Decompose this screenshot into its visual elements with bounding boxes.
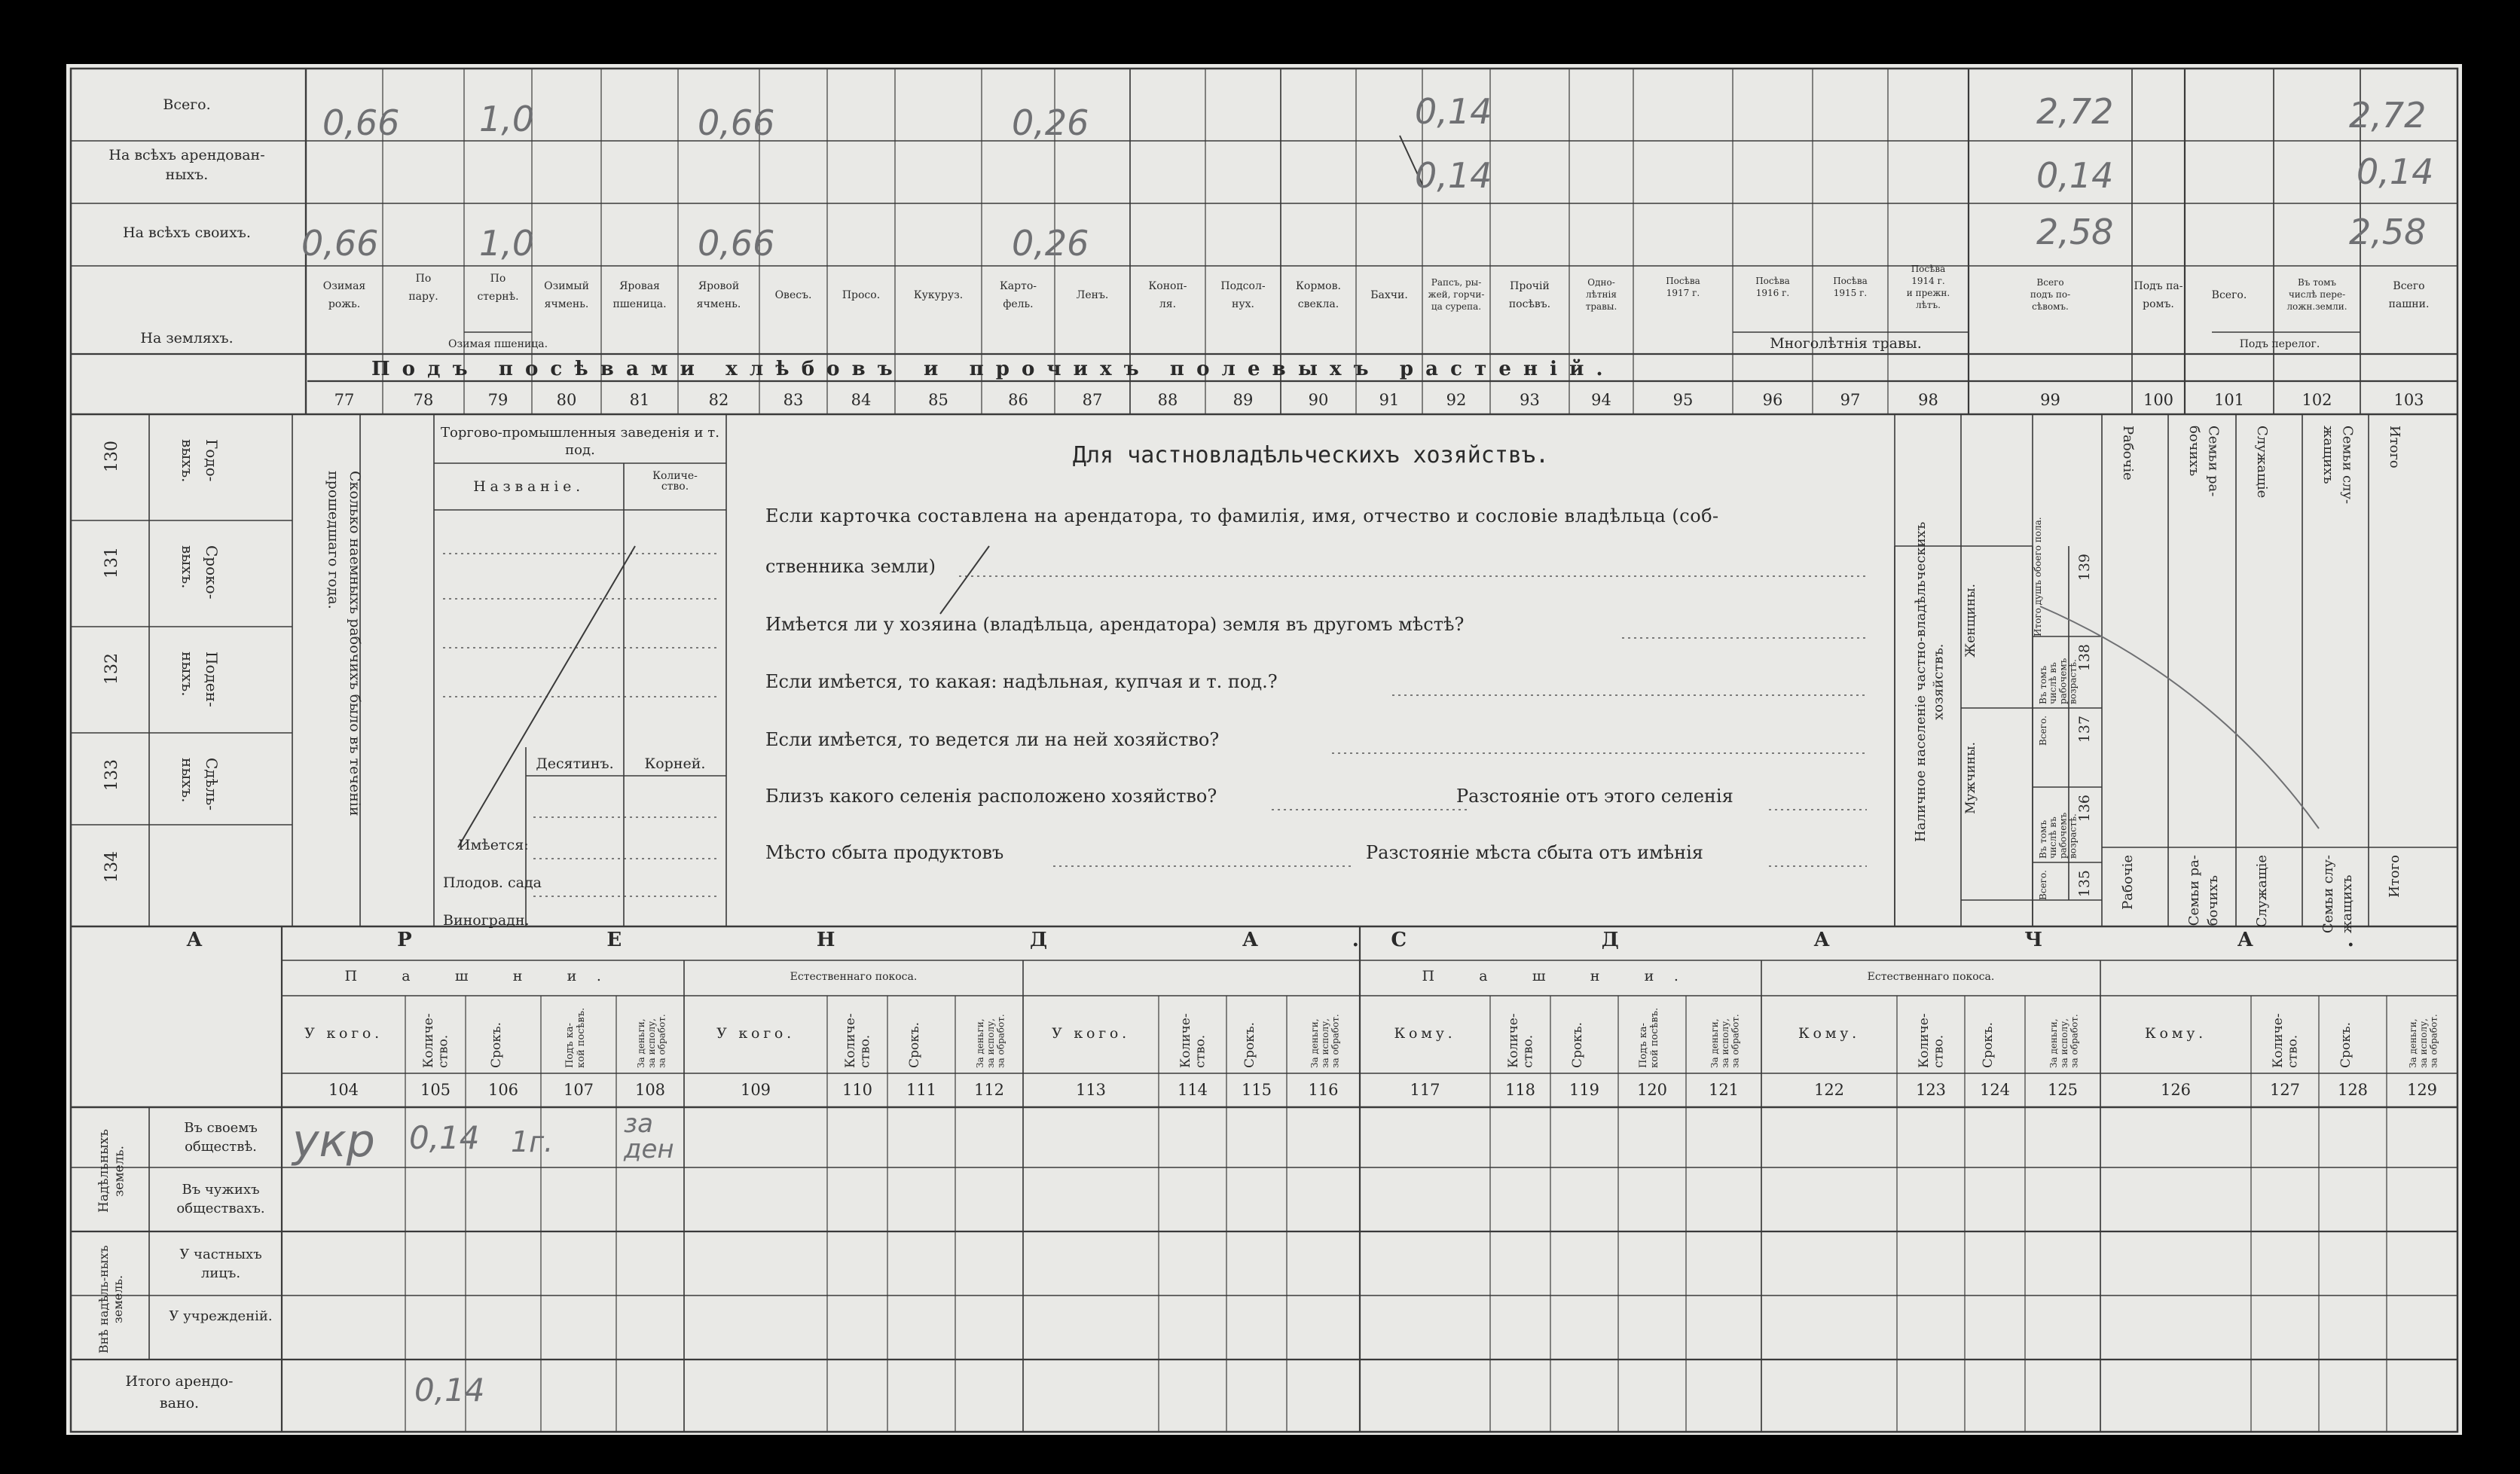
bottom-header-21: За деньги, за исполу, за обработ. (2048, 1014, 2080, 1068)
header-c78-line-1: пару. (408, 291, 438, 303)
sdacha-label: С Д А Ч А. (1391, 929, 2448, 951)
row-own-community: Въ своемъ обществѣ. (184, 1120, 258, 1155)
header-c86-line-1: фель. (1003, 298, 1034, 310)
hw-rented-91: 0,14 (1415, 155, 1492, 196)
header-c87-line-0: Ленъ. (1076, 289, 1109, 301)
question-village: Близъ какого селенія расположено хозяйство? (765, 786, 1217, 807)
population-right-bottom-0: Рабочіе (2120, 855, 2136, 910)
column-number-101: 101 (2213, 391, 2245, 409)
header-c100-line-1: ромъ. (2143, 298, 2174, 310)
header-c100-line-0: Подъ па- (2134, 280, 2183, 292)
column-number-80: 80 (556, 391, 577, 409)
fallow-group-label: Подъ перелог. (2239, 338, 2320, 350)
hired-number-132: 132 (102, 653, 121, 685)
bottom-header-10: Количе- ство. (1178, 1013, 1208, 1068)
header-c92-line-0: Рапсъ, ры- (1431, 277, 1482, 288)
header-c77-line-0: Озимая (322, 280, 366, 292)
population-number-135: 135 (2076, 870, 2093, 898)
bottom-number-112: 112 (973, 1081, 1005, 1099)
header-c97-line-1: 1915 г. (1833, 288, 1868, 298)
population-right-top-4: Итого (2387, 426, 2403, 468)
perennial-group-label: Многолѣтнія травы. (1770, 335, 1922, 352)
hw-own-86: 0,26 (1012, 223, 1089, 264)
bottom-number-124: 124 (1979, 1081, 2011, 1099)
bottom-number-118: 118 (1504, 1081, 1536, 1099)
column-number-85: 85 (928, 391, 948, 409)
hw-terms: за ден (624, 1109, 674, 1164)
header-c92-line-1: жей, горчи- (1428, 289, 1485, 300)
header-c85-line-0: Кукуруз. (913, 289, 964, 301)
sdacha-pashni: П а ш н и. (1422, 968, 1699, 984)
header-c89-line-1: нух. (1232, 298, 1254, 310)
hw-rented-103: 0,14 (2357, 151, 2434, 192)
header-c95-line-0: Посѣва (1666, 276, 1700, 286)
hired-number-134: 134 (102, 851, 121, 883)
hw-total-86: 0,26 (1012, 102, 1089, 143)
header-c102-line-0: Въ томъ (2297, 277, 2337, 288)
column-number-90: 90 (1308, 391, 1329, 409)
row-private-persons: У частныхъ лицъ. (179, 1247, 262, 1282)
hired-label-3: Сдѣль- ныхъ. (179, 758, 221, 811)
bottom-header-2: Срокъ. (489, 1022, 504, 1068)
header-c84-line-0: Просо. (842, 289, 881, 301)
header-c81-line-1: пшеница. (612, 298, 667, 310)
header-c97-line-0: Посѣва (1833, 276, 1868, 286)
bottom-number-109: 109 (740, 1081, 771, 1099)
column-number-89: 89 (1233, 391, 1254, 409)
column-number-82: 82 (708, 391, 729, 409)
header-c99-line-0: Всего (2036, 277, 2064, 288)
column-number-94: 94 (1591, 391, 1611, 409)
trade-desyat: Десятинъ. (536, 755, 614, 772)
column-number-79: 79 (487, 391, 509, 409)
column-number-87: 87 (1082, 391, 1103, 409)
form-grid (66, 64, 2462, 1435)
hw-total-91: 0,14 (1415, 91, 1492, 132)
hw-total-77: 0,66 (322, 102, 400, 143)
trade-col-qty: Количе- ство. (652, 470, 698, 493)
bottom-header-16: Подъ ка- кой посѣвъ. (1638, 1007, 1660, 1068)
bottom-number-128: 128 (2337, 1081, 2369, 1099)
row-other-communities: Въ чужихъ обществахъ. (176, 1182, 265, 1217)
bottom-header-0: У кого. (304, 1025, 383, 1042)
header-c79-line-0: По (490, 273, 506, 285)
header-c88-line-0: Коноп- (1148, 280, 1187, 292)
header-c92-line-2: ца сурепа. (1431, 301, 1482, 312)
question-owner: Если карточка составлена на арендатора, то фамилія, имя, отчество и сословіе владѣльца (соб- (765, 505, 1719, 526)
column-number-88: 88 (1157, 391, 1178, 409)
bottom-header-20: Срокъ. (1981, 1022, 1996, 1068)
trade-has-label: Имѣется: (458, 837, 529, 853)
hired-number-131: 131 (102, 547, 121, 578)
trade-orchard: Плодов. сада (443, 874, 542, 891)
population-right-bottom-3: Семьи слу- жащихъ (2320, 855, 2356, 934)
bottom-header-19: Количе- ство. (1917, 1013, 1947, 1068)
header-c99-line-2: сѣвомъ. (2032, 301, 2069, 312)
population-number-136: 136 (2076, 795, 2093, 822)
men-incl-col: Въ томъ числѣ въ рабочемъ возрастѣ. (2038, 812, 2079, 859)
bottom-number-117: 117 (1410, 1081, 1440, 1099)
sdacha-pokos: Естественнаго покоса. (1867, 971, 1995, 983)
bottom-header-15: Срокъ. (1570, 1022, 1585, 1068)
band-label: Подъ посѣвами хлѣбовъ и прочихъ полевыхъ растеній. (371, 358, 1615, 380)
hw-quantity: 0,14 (409, 1119, 480, 1156)
bottom-header-25: За деньги, за исполу, за обработ. (2408, 1014, 2439, 1068)
header-c93-line-0: Прочій (1510, 280, 1550, 292)
bottom-header-7: Срокъ. (907, 1022, 922, 1068)
bottom-header-18: Кому. (1798, 1025, 1860, 1042)
column-number-97: 97 (1840, 391, 1861, 409)
header-c82-line-0: Яровой (698, 280, 740, 292)
hw-own-79: 1,0 (479, 223, 535, 264)
bottom-header-1: Количе- ство. (421, 1013, 451, 1068)
row-label-rented-2: ныхъ. (165, 166, 209, 183)
bottom-header-3: Подъ ка- кой посѣвъ. (564, 1007, 587, 1068)
hw-total-99: 2,72 (2036, 91, 2114, 132)
header-c98-line-0: Посѣва (1911, 264, 1946, 274)
header-c103-line-0: Всего (2393, 280, 2425, 292)
hw-own-103: 2,58 (2349, 212, 2427, 252)
header-c94-line-0: Одно- (1587, 277, 1615, 288)
bottom-number-107: 107 (563, 1081, 594, 1099)
bottom-header-17: За деньги, за исполу, за обработ. (1709, 1014, 1741, 1068)
column-number-77: 77 (334, 391, 355, 409)
population-right-top-0: Рабочіе (2120, 426, 2137, 481)
question-market-distance: Разстояніе мѣста сбыта отъ имѣнія (1366, 842, 1703, 863)
question-other-land: Имѣется ли у хозяина (владѣльца, арендатора) земля въ другомъ мѣстѣ? (765, 614, 1465, 635)
row-label-own: На всѣхъ своихъ. (123, 224, 251, 241)
population-number-138: 138 (2076, 644, 2093, 672)
row-label-rented-1: На всѣхъ арендован- (108, 147, 265, 163)
header-c81-line-0: Яровая (619, 280, 660, 292)
header-c99-line-1: подъ по- (2030, 289, 2071, 300)
women-total-col: Всего. (2038, 716, 2048, 746)
hw-total-103: 2,72 (2349, 95, 2427, 136)
bottom-number-127: 127 (2269, 1081, 2301, 1099)
bottom-number-126: 126 (2160, 1081, 2192, 1099)
bottom-number-105: 105 (420, 1081, 451, 1099)
bottom-header-14: Количе- ство. (1506, 1013, 1536, 1068)
header-c102-line-1: числѣ пере- (2288, 289, 2346, 300)
hw-own-99: 2,58 (2036, 212, 2114, 252)
hired-label-0: Годо- выхъ. (179, 439, 221, 483)
population-right-top-1: Семьи ра- бочихъ (2186, 426, 2222, 497)
bottom-header-8: За деньги, за исполу, за обработ. (975, 1014, 1006, 1068)
column-number-93: 93 (1520, 391, 1540, 409)
hw-from-whom: укр (292, 1115, 375, 1167)
hired-number-130: 130 (102, 441, 121, 472)
header-c83-line-0: Овесъ. (774, 289, 812, 301)
column-number-81: 81 (629, 391, 650, 409)
hw-total-79: 1,0 (479, 99, 535, 139)
bottom-header-24: Срокъ. (2338, 1022, 2354, 1068)
header-c78-line-0: По (415, 273, 432, 285)
question-owner-2: ственника земли) (765, 556, 936, 577)
bottom-number-114: 114 (1177, 1081, 1208, 1099)
column-number-102: 102 (2302, 391, 2332, 409)
column-number-98: 98 (1918, 391, 1938, 409)
arenda-label: А Р Е Н Д А. (186, 929, 1453, 951)
question-land-type: Если имѣется, то какая: надѣльная, купчая и т. под.? (765, 671, 1278, 692)
column-number-100: 100 (2143, 391, 2174, 409)
header-c102-line-2: ложн.земли. (2286, 301, 2347, 312)
header-c98-line-1: 1914 г. (1911, 276, 1945, 286)
header-c98-line-2: и прежн. (1906, 288, 1950, 298)
header-c79-line-1: стернѣ. (477, 291, 519, 303)
population-number-139: 139 (2076, 554, 2093, 581)
population-right-top-2: Служащіе (2254, 426, 2271, 499)
row-label-on-lands: На земляхъ. (140, 330, 234, 346)
hw-total-82: 0,66 (698, 102, 775, 143)
population-right-bottom-4: Итого (2387, 855, 2402, 898)
column-number-92: 92 (1446, 391, 1467, 409)
header-c98-line-3: лѣтъ. (1916, 300, 1941, 310)
column-number-78: 78 (413, 391, 434, 409)
column-number-95: 95 (1672, 391, 1694, 409)
row-institutions: У учрежденій. (169, 1308, 273, 1324)
allotment-lands-label: Надѣльныхъ земель. (96, 1129, 127, 1213)
bottom-header-9: У кого. (1052, 1025, 1130, 1042)
wheat-group-label: Озимая пшеница. (447, 338, 548, 350)
header-c101-line-0: Всего. (2211, 289, 2247, 301)
column-number-86: 86 (1008, 391, 1028, 409)
header-c82-line-1: ячмень. (696, 298, 741, 310)
column-number-96: 96 (1762, 391, 1783, 409)
header-c93-line-1: посѣвъ. (1508, 298, 1551, 310)
question-distance: Разстояніе отъ этого селенія (1456, 786, 1733, 807)
trade-title: Торгово-промышленныя заведенія и т. под. (441, 425, 719, 459)
column-number-99: 99 (2040, 391, 2060, 409)
population-right-top-3: Семьи слу- жащихъ (2320, 426, 2356, 505)
bottom-number-113: 113 (1075, 1081, 1107, 1099)
trade-korn: Корней. (644, 755, 706, 772)
header-c94-line-1: лѣтнія (1586, 289, 1617, 300)
header-c90-line-1: свекла. (1297, 298, 1339, 310)
bottom-header-11: Срокъ. (1242, 1022, 1257, 1068)
bottom-header-23: Количе- ство. (2271, 1013, 2301, 1068)
header-c86-line-0: Карто- (999, 280, 1037, 292)
row-total-rented: Итого арендо- вано. (125, 1373, 234, 1411)
bottom-header-6: Количе- ство. (843, 1013, 873, 1068)
column-number-103: 103 (2393, 391, 2424, 409)
population-right-bottom-1: Семьи ра- бочихъ (2186, 855, 2222, 926)
census-card (66, 64, 2462, 1435)
bottom-number-119: 119 (1569, 1081, 1600, 1099)
women-incl-col: Въ томъ числѣ въ рабочемъ возрастѣ. (2038, 658, 2079, 704)
bottom-number-116: 116 (1308, 1081, 1339, 1099)
header-c80-line-0: Озимый (544, 280, 589, 292)
bottom-header-13: Кому. (1394, 1025, 1456, 1042)
column-number-84: 84 (851, 391, 872, 409)
header-c94-line-2: травы. (1585, 301, 1617, 312)
hired-number-133: 133 (102, 759, 121, 791)
hired-workers-label: Сколько наемныхъ рабочихъ было въ теченіи прошедшаго года. (325, 471, 363, 816)
header-c89-line-0: Подсол- (1220, 280, 1266, 292)
men-group: Мужчины. (1963, 742, 1978, 814)
bottom-number-106: 106 (487, 1081, 519, 1099)
men-total-col: Всего. (2038, 870, 2048, 900)
bottom-header-12: За деньги, за исполу, за обработ. (1309, 1014, 1341, 1068)
hw-total-quantity: 0,14 (414, 1372, 485, 1408)
hw-term: 1г. (511, 1125, 554, 1158)
bottom-number-110: 110 (842, 1081, 873, 1099)
bottom-number-120: 120 (1636, 1081, 1668, 1099)
header-c95-line-1: 1917 г. (1666, 288, 1700, 298)
bottom-number-121: 121 (1708, 1081, 1740, 1099)
hw-rented-99: 0,14 (2036, 155, 2114, 196)
bottom-header-4: За деньги, за исполу, за обработ. (636, 1014, 667, 1068)
population-side-label: Наличное населеніе частно-владѣльческихъ хозяйствъ. (1913, 521, 1947, 842)
trade-vineyard: Виноградн. (443, 912, 530, 929)
arenda-pokos: Естественнаго покоса. (790, 971, 918, 983)
population-number-137: 137 (2076, 716, 2093, 743)
bottom-number-108: 108 (634, 1081, 666, 1099)
hired-label-2: Поден- ныхъ. (179, 652, 221, 707)
header-c96-line-1: 1916 г. (1755, 288, 1790, 298)
header-c96-line-0: Посѣва (1755, 276, 1790, 286)
column-number-91: 91 (1379, 391, 1400, 409)
header-c77-line-1: рожь. (328, 298, 361, 310)
bottom-header-22: Кому. (2145, 1025, 2207, 1042)
bottom-number-123: 123 (1915, 1081, 1947, 1099)
header-c90-line-0: Кормов. (1296, 280, 1341, 292)
question-market: Мѣсто сбыта продуктовъ (765, 842, 1004, 863)
header-c91-line-0: Бахчи. (1370, 289, 1408, 301)
hw-own-82: 0,66 (698, 223, 775, 264)
bottom-number-104: 104 (328, 1081, 359, 1099)
question-farm-run: Если имѣется, то ведется ли на ней хозяйство? (765, 729, 1220, 750)
bottom-header-5: У кого. (716, 1025, 795, 1042)
header-c80-line-1: ячмень. (544, 298, 589, 310)
header-c103-line-1: пашни. (2388, 298, 2430, 310)
population-right-bottom-2: Служащіе (2254, 855, 2270, 928)
bottom-number-111: 111 (906, 1081, 937, 1099)
bottom-number-115: 115 (1241, 1081, 1272, 1099)
private-farm-title: Для частновладѣльческихъ хозяйствъ. (1072, 442, 1550, 468)
header-c88-line-1: ля. (1159, 298, 1177, 310)
hw-own-77: 0,66 (301, 223, 379, 264)
bottom-number-129: 129 (2406, 1081, 2438, 1099)
column-number-83: 83 (783, 391, 804, 409)
trade-col-name: Названіе. (473, 478, 585, 495)
hired-label-1: Сроко- выхъ. (179, 545, 221, 600)
arenda-pashni: П а ш н и. (344, 968, 622, 984)
bottom-number-125: 125 (2047, 1081, 2079, 1099)
row-label-total: Всего. (163, 96, 211, 113)
total-both-sexes: Итого душъ обоего пола. (2033, 517, 2043, 636)
women-group: Женщины. (1963, 584, 1978, 658)
non-allotment-lands-label: Внѣ надѣль-ныхъ земель. (96, 1245, 126, 1353)
bottom-number-122: 122 (1813, 1081, 1845, 1099)
